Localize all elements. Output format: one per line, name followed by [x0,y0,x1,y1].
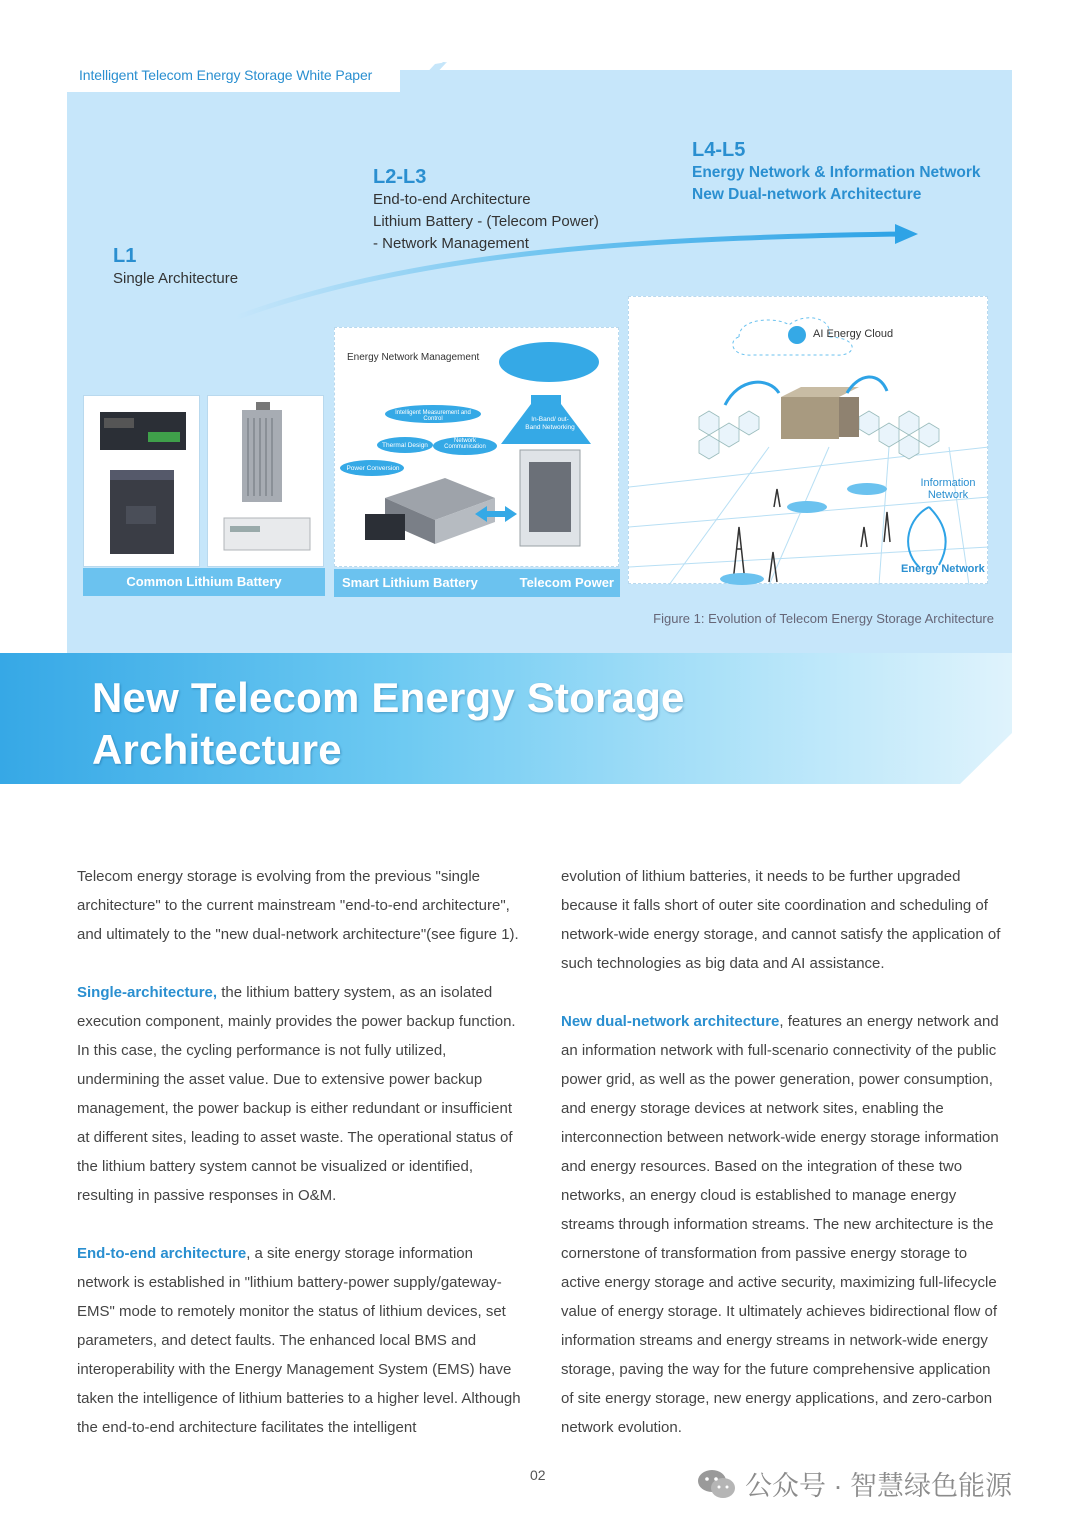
energy-network-label: Energy Network [901,563,985,575]
left-paragraph-3-text: , a site energy storage information network is established in "lithium battery-power supply/gateway-EMS" mode to remotely monitor the status of lithium devices, set parameters, and detect faults. The enhanced local BMS and interoperability with the Energy Management System (EMS) have taken the intelligence of lithium batteries to a higher level. Although the end-to-end architecture facilitates the intelligent [77,1245,521,1436]
body-left-column [77,862,522,1471]
information-network-label: Information Network [920,477,976,501]
page-number: 02 [530,1467,546,1483]
end-to-end-lead: End-to-end architecture [77,1245,247,1262]
level-l45-desc-1: Energy Network & Information Network [692,164,981,181]
level-l45 [692,139,981,206]
section-title [92,672,685,776]
bubble-measurement: Intelligent Measurement and Control [395,410,471,422]
smart-battery-label-bar [334,569,620,597]
level-l45-desc-2: New Dual-network Architecture [692,186,922,203]
ai-energy-cloud-label: AI Energy Cloud [813,328,894,340]
level-l23-desc-1: End-to-end Architecture [373,191,531,208]
watermark-text: 公众号 · 智慧绿色能源 [745,1471,1012,1501]
level-l1-label: L1 [113,245,137,267]
level-l1-desc: Single Architecture [113,270,239,287]
battery-illustration-2 [208,396,325,568]
figure-caption: Figure 1: Evolution of Telecom Energy Storage Architecture [653,611,994,626]
right-paragraph-2-text: , features an energy network and an information network with full-scenario connectivity of the public power grid, as well as the power generation, power consumption, and energy storage devices at network sites, enabling the interconnection between network-wide energy storage information and energy resources. Based on the integration of these two networks, an energy cloud is established to manage energy streams through information streams. The new architecture is the cornerstone of transformation from passive energy storage to active energy storage and active security, maximizing full-lifecycle value of energy storage. It ultimately achieves bidirectional flow of information streams and energy streams in network-wide energy storage, paving the way for the future comprehensive application of site energy storage, new energy applications, and zero-carbon network evolution. [561,1013,999,1436]
bubble-network-comm: Network Communication [444,438,486,450]
inband-networking-label: In-Band/ out-Band Networking [525,416,575,431]
dual-network-lead: New dual-network architecture [561,1013,780,1030]
right-paragraph-2 [561,1007,1006,1442]
battery-image-right [207,395,324,567]
section-title-line-1: New Telecom Energy Storage [92,674,685,721]
smart-battery-panel [334,327,619,567]
dual-network-illustration [629,297,989,585]
left-paragraph-2 [77,978,522,1210]
smart-lithium-battery-label: Smart Lithium Battery [342,575,478,590]
right-paragraph-1: evolution of lithium batteries, it needs to be further upgraded because it falls short of outer site coordination and scheduling of network-wide energy storage, and cannot satisfy the application of such technologies as big data and AI assistance. [561,868,1001,972]
left-paragraph-1: Telecom energy storage is evolving from the previous "single architecture" to the current mainstream "end-to-end architecture", and ultimately to the "new dual-network architecture"(see figure 1). [77,868,519,943]
level-l23-desc-2: Lithium Battery - (Telecom Power) [373,213,599,230]
telecom-power-label: Telecom Power [519,575,614,590]
left-paragraph-2-text: the lithium battery system, as an isolated execution component, mainly provides the power backup function. In this case, the cycling performance is not fully utilized, undermining the asset value. Due to extensive power backup management, the power backup is either redundant or insufficient at different sites, leading to asset waste. The operational status of the lithium battery system cannot be visualized or identified, resulting in passive responses in O&M. [77,984,516,1204]
energy-network-management-label: Energy Network Management [347,352,480,363]
battery-illustration-1 [84,396,201,568]
dual-network-panel [628,296,988,584]
bubble-thermal: Thermal Design [382,442,428,449]
single-architecture-lead: Single-architecture, [77,984,218,1001]
header-title: Intelligent Telecom Energy Storage White Paper [79,67,373,83]
bubble-power-conversion: Power Conversion [346,465,400,472]
level-l23-desc-3: - Network Management [373,235,529,252]
body-right-column [561,862,1006,1471]
level-l23 [373,166,599,255]
wechat-icon [697,1468,737,1500]
watermark [697,1464,1012,1503]
level-l1 [113,245,238,290]
section-title-line-2: Architecture [92,726,342,773]
level-l45-label: L4-L5 [692,139,746,161]
level-l23-label: L2-L3 [373,166,427,188]
common-lithium-battery-label: Common Lithium Battery [83,568,325,596]
battery-image-left [83,395,200,567]
left-paragraph-3 [77,1239,522,1442]
